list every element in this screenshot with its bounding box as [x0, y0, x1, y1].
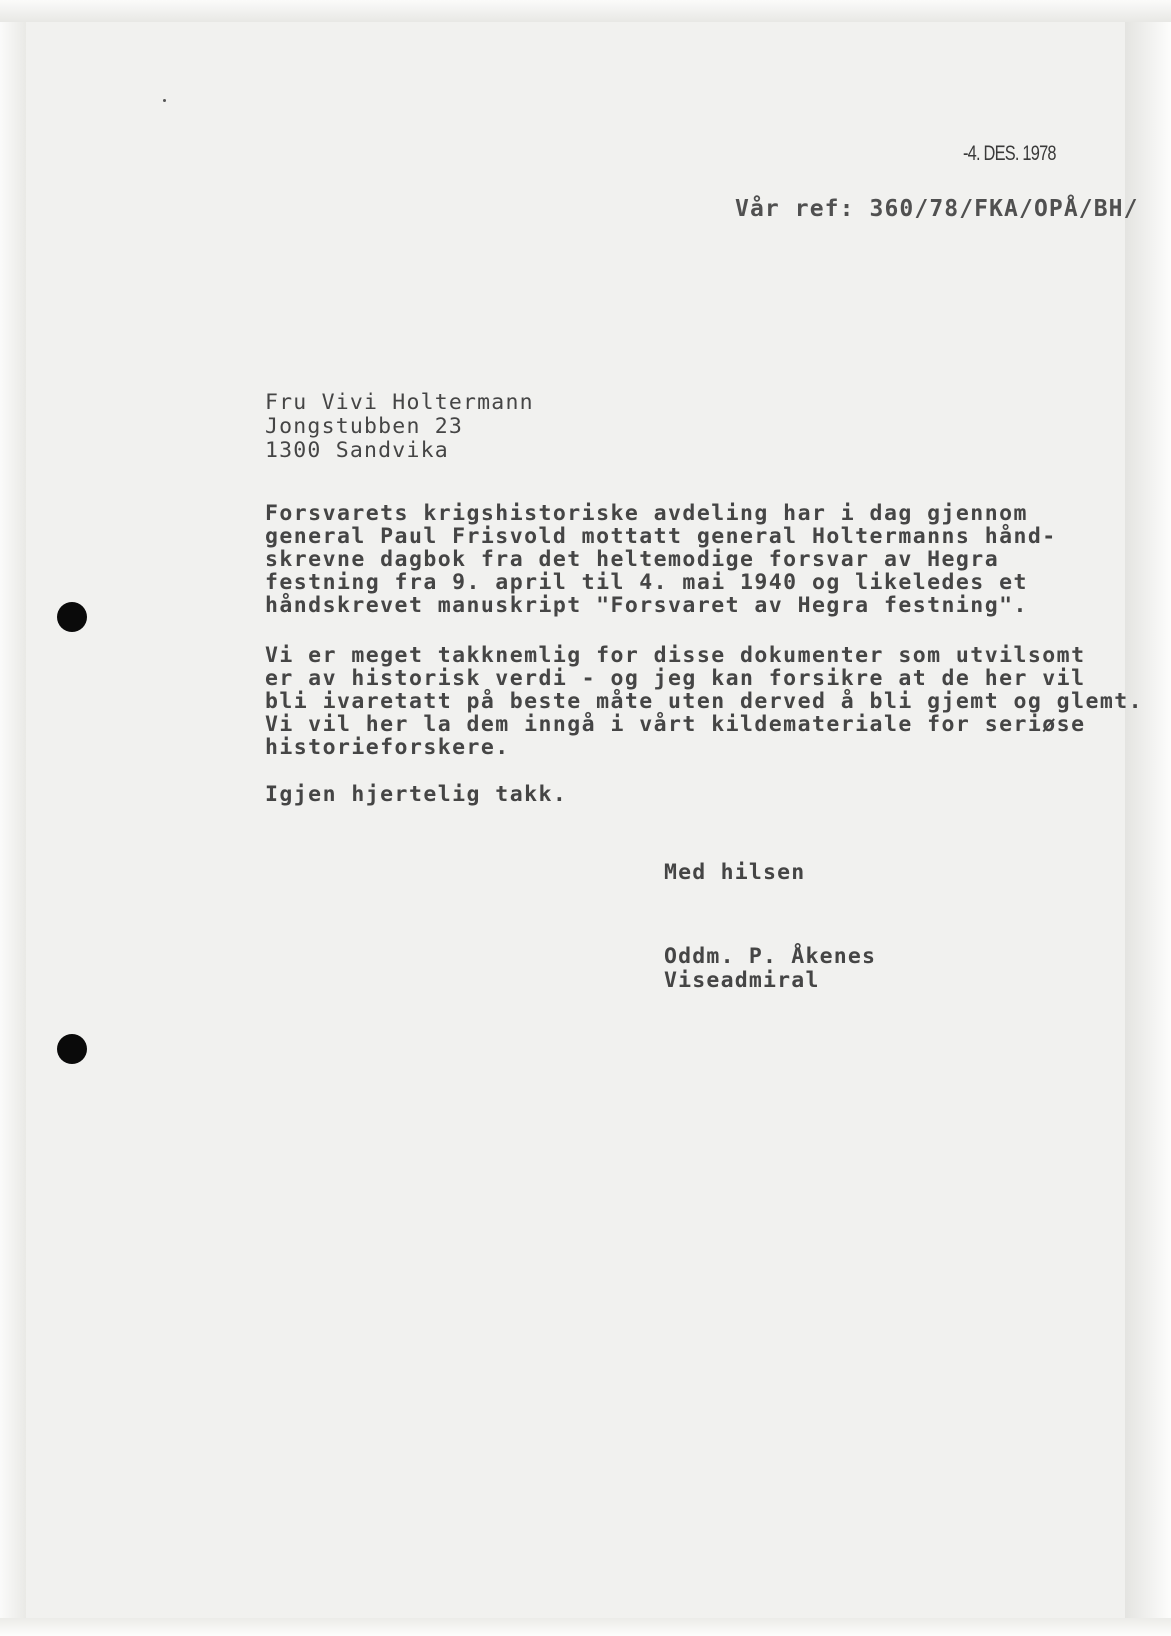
- paragraph-2-line: Vi vil her la dem inngå i vårt kildemateriale for seriøse: [265, 712, 1086, 737]
- paragraph-1-line: general Paul Frisvold mottatt general Holtermanns hånd-: [265, 524, 1057, 549]
- paragraph-1-line: håndskrevet manuskript "Forsvaret av Hegra festning".: [265, 593, 1028, 618]
- paragraph-2-line: er av historisk verdi - og jeg kan forsikre at de her vil: [265, 666, 1086, 691]
- scan-edge-top: [0, 0, 1171, 22]
- scan-edge-left: [0, 0, 26, 1636]
- paragraph-1-line: festning fra 9. april til 4. mai 1940 og likeledes et: [265, 570, 1028, 595]
- paragraph-1-line: Forsvarets krigshistoriske avdeling har i dag gjennom: [265, 501, 1028, 526]
- paragraph-2-line: historieforskere.: [265, 735, 510, 760]
- scan-edge-bottom: [0, 1618, 1171, 1636]
- signer-title: Viseadmiral: [664, 968, 820, 993]
- thanks-line: Igjen hjertelig takk.: [265, 782, 568, 807]
- reference-number: Vår ref: 360/78/FKA/OPÅ/BH/: [735, 196, 1139, 222]
- recipient-street: Jongstubben 23: [265, 414, 464, 439]
- date-stamp: -4. DES. 1978: [963, 142, 1056, 165]
- scan-edge-right: [1125, 0, 1171, 1636]
- punch-hole-top: [57, 602, 87, 632]
- signer-name: Oddm. P. Åkenes: [664, 944, 877, 969]
- scan-speck: [163, 99, 166, 102]
- punch-hole-bottom: [57, 1034, 87, 1064]
- paragraph-2-line: Vi er meget takknemlig for disse dokumenter som utvilsomt: [265, 643, 1086, 668]
- closing-greeting: Med hilsen: [664, 860, 806, 885]
- paragraph-2-line: bli ivaretatt på beste måte uten derved å bli gjemt og glemt.: [265, 689, 1144, 714]
- recipient-name: Fru Vivi Holtermann: [265, 390, 534, 415]
- paragraph-1-line: skrevne dagbok fra det heltemodige forsvar av Hegra: [265, 547, 1000, 572]
- recipient-city: 1300 Sandvika: [265, 438, 449, 463]
